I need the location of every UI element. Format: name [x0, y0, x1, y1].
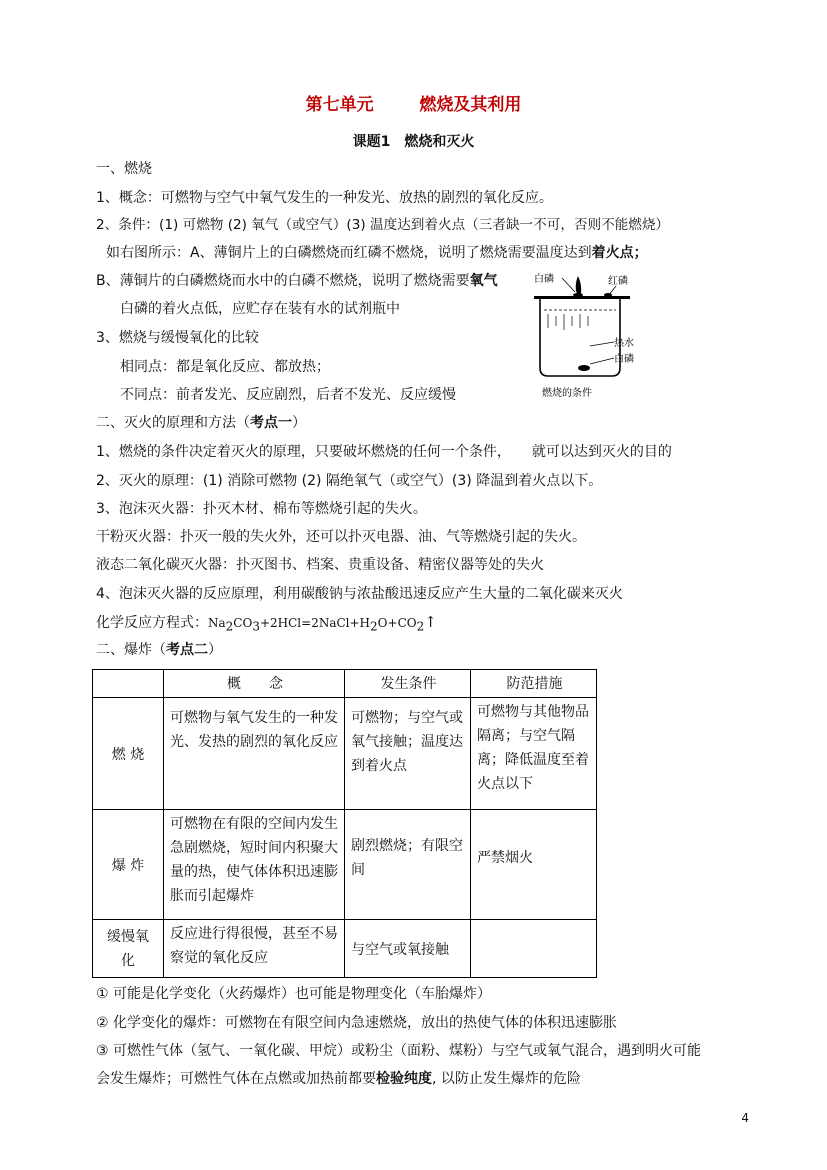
concept-line: 1、概念：可燃物与空气中氧气发生的一种发光、放热的剧烈的氧化反应。	[96, 190, 553, 206]
figure-label-red-phosphorus: 红磷	[608, 276, 628, 287]
extinguish-methods-line: 2、灭火的原理：(1) 消除可燃物 (2) 隔绝氧气（或空气）(3) 降温到着火点以下。	[96, 473, 603, 489]
note-two: ② 化学变化的爆炸：可燃物在有限空间内急速燃烧，放出的热使气体的体积迅速膨胀	[96, 1015, 617, 1031]
figure-explanation-a	[106, 244, 648, 262]
explanation-a-emphasis: 着火点；	[591, 245, 648, 261]
concept-cell: 可燃物在有限的空间内发生急剧燃烧，短时间内积聚大量的热，使气体体积迅速膨胀而引起爆炸	[164, 810, 345, 920]
prevention-cell: 可燃物与其他物品隔离；与空气隔离；降低温度至着火点以下	[471, 698, 597, 810]
explanation-b-emphasis: 氧气	[469, 273, 498, 289]
row-name-cell: 燃 烧	[93, 698, 164, 810]
co2-extinguisher-line: 液态二氧化碳灭火器：扑灭图书、档案、贵重设备、精密仪器等处的失火	[96, 557, 544, 573]
note-one: ① 可能是化学变化（火药爆炸）也可能是物理变化（车胎爆炸）	[96, 986, 491, 1002]
row-name-cell: 爆 炸	[93, 810, 164, 920]
exam-point-two: 考点二	[166, 642, 208, 658]
flame-icon	[576, 276, 581, 294]
figure-label-hot-water: 热水	[614, 338, 634, 349]
table-header-cell: 概 念	[164, 670, 345, 698]
extinguish-heading-close: ）	[292, 415, 306, 431]
unit-topic: 燃烧及其利用	[419, 95, 522, 115]
condition-cell: 可燃物；与空气或氧气接触；温度达到着火点	[345, 698, 471, 810]
difference-line: 不同点：前者发光、反应剧烈，后者不发光、反应缓慢	[120, 387, 456, 403]
note-four-text: 会发生爆炸；可燃性气体在点燃或加热前都要	[96, 1071, 376, 1087]
explanation-b-text: B、薄铜片的白磷燃烧而水中的白磷不燃烧，说明了燃烧需要	[96, 273, 470, 289]
combustion-condition-figure	[528, 268, 638, 400]
foam-reaction-line: 4、泡沫灭火器的反应原理，利用碳酸钠与浓盐酸迅速反应产生大量的二氧化碳来灭火	[96, 586, 623, 602]
table-row	[93, 810, 597, 920]
explanation-a-text: 如右图所示：A、薄铜片上的白磷燃烧而红磷不燃烧，说明了燃烧需要温度达到	[106, 245, 592, 261]
lesson-title: 课题1 燃烧和灭火	[352, 134, 475, 150]
page-number: 4	[741, 1111, 749, 1125]
section-heading-burning: 一、燃烧	[96, 161, 152, 177]
condition-line: 2、条件：(1) 可燃物 (2) 氧气（或空气）(3) 温度达到着火点（三者缺一不可，否则不能燃烧）	[96, 217, 670, 233]
table-header-cell: 发生条件	[345, 670, 471, 698]
concept-cell: 可燃物与氧气发生的一种发光、发热的剧烈的氧化反应	[164, 698, 345, 810]
row-name-cell: 缓慢氧化	[93, 920, 164, 978]
table-header-cell	[93, 670, 164, 698]
table-header-row	[93, 670, 597, 698]
storage-note: 白磷的着火点低，应贮存在装有水的试剂瓶中	[120, 301, 400, 317]
figure-caption: 燃烧的条件	[542, 388, 592, 399]
figure-explanation-b	[96, 272, 498, 290]
beaker	[540, 299, 620, 376]
table-row	[93, 920, 597, 978]
note-four-emphasis: 检验纯度	[376, 1071, 432, 1087]
section-heading-extinguish	[96, 414, 306, 432]
similarity-line: 相同点：都是氧化反应、都放热；	[120, 359, 330, 375]
explosion-heading-text: 二、爆炸（	[96, 642, 166, 658]
table-header-cell: 防范措施	[471, 670, 597, 698]
equation-label: 化学反应方程式：	[96, 615, 208, 631]
equation-line	[96, 613, 437, 635]
comparison-table	[92, 669, 597, 978]
comparison-heading: 3、燃烧与缓慢氧化的比较	[96, 330, 259, 346]
exam-point-one: 考点一	[250, 415, 292, 431]
unit-title	[0, 90, 827, 115]
figure-label-white-phosphorus: 白磷	[534, 274, 554, 285]
note-three: ③ 可燃性气体（氢气、一氧化碳、甲烷）或粉尘（面粉、煤粉）与空气或氧气混合，遇到明火可能	[96, 1043, 701, 1059]
copper-sheet	[534, 296, 630, 299]
condition-cell: 与空气或氧接触	[345, 920, 471, 978]
dry-powder-extinguisher-line: 干粉灭火器：扑灭一般的失火外，还可以扑灭电器、油、气等燃烧引起的失火。	[96, 529, 586, 545]
unit-label: 第七单元	[305, 95, 374, 115]
table-row	[93, 698, 597, 810]
explosion-heading-close: ）	[208, 642, 222, 658]
prevention-cell: 严禁烟火	[471, 810, 597, 920]
prevention-cell	[471, 920, 597, 978]
chemical-equation: $Na_2CO_3+2HCl=2NaCl+H_2O+CO_2↑$	[208, 613, 437, 634]
note-four	[96, 1070, 581, 1088]
note-four-tail: , 以防止发生爆炸的危险	[432, 1071, 581, 1087]
extinguish-heading-text: 二、灭火的原理和方法（	[96, 415, 250, 431]
figure-label-white-phosphorus-water: 白磷	[614, 354, 634, 365]
concept-cell: 反应进行得很慢，甚至不易察觉的氧化反应	[164, 920, 345, 978]
foam-extinguisher-line: 3、泡沫灭火器：扑灭木材、棉布等燃烧引起的失火。	[96, 501, 427, 517]
condition-cell: 剧烈燃烧；有限空间	[345, 810, 471, 920]
extinguish-principle-line: 1、燃烧的条件决定着灭火的原理，只要破坏燃烧的任何一个条件， 就可以达到灭火的目的	[96, 444, 672, 460]
section-heading-explosion	[96, 641, 222, 659]
